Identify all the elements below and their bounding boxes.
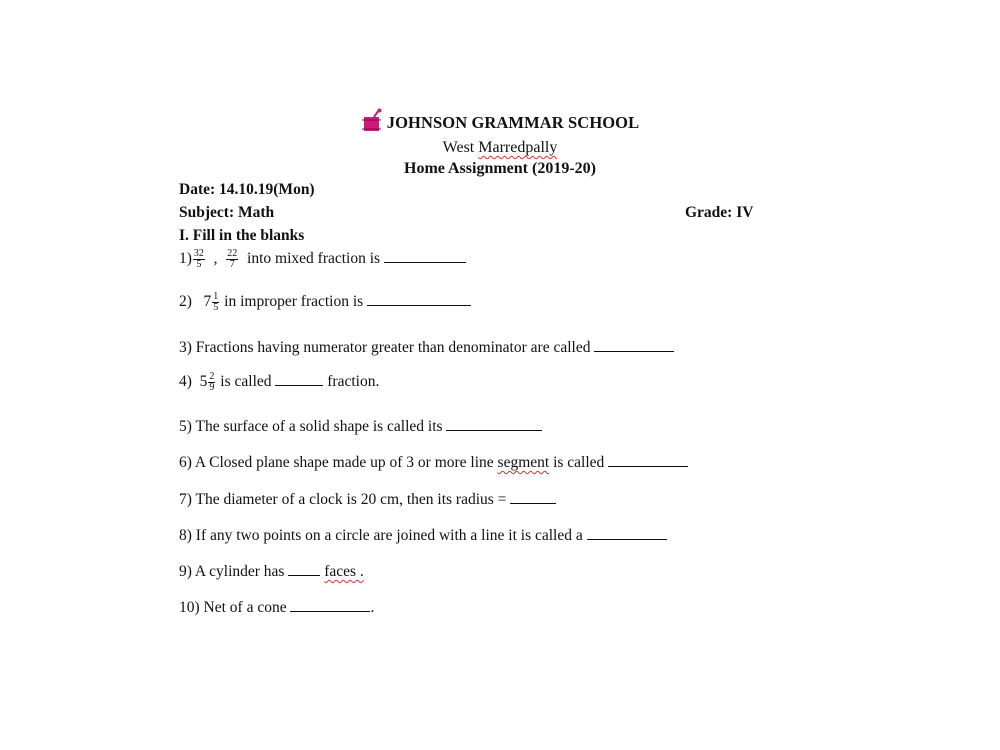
- location-squiggle-word: Marredpally: [478, 139, 558, 156]
- section-heading: I. Fill in the blanks: [179, 227, 305, 244]
- q1-fraction-2: [226, 249, 238, 270]
- q6-answer-blank[interactable]: [608, 453, 688, 467]
- school-location: [0, 139, 1000, 157]
- q5-text: 5) The surface of a solid shape is called its: [179, 418, 443, 435]
- assignment-title: Home Assignment (2019-20): [404, 160, 596, 177]
- q2-fraction: [212, 292, 219, 313]
- q10-answer-blank[interactable]: [290, 598, 370, 612]
- question-1: [179, 249, 466, 270]
- location-text: West Marredpally: [442, 139, 558, 156]
- q2-frac-denominator: 5: [213, 302, 219, 313]
- q1-text: into mixed fraction is: [247, 250, 381, 268]
- q4-text-after: fraction.: [327, 373, 380, 391]
- q4-fraction: [208, 372, 215, 393]
- q7-text: 7) The diameter of a clock is 20 cm, then its radius =: [179, 491, 507, 508]
- q2-answer-blank[interactable]: [367, 292, 471, 306]
- q1-fraction-1: [193, 249, 205, 270]
- q7-answer-blank[interactable]: [510, 490, 556, 504]
- q3-answer-blank[interactable]: [594, 338, 674, 352]
- question-2: [179, 292, 471, 313]
- grade-line: Grade: IV: [685, 204, 754, 221]
- school-logo-icon: [361, 108, 383, 134]
- q4-number: 4): [179, 373, 192, 391]
- q1-frac2-denominator: 7: [229, 259, 235, 270]
- q9-answer-blank[interactable]: [288, 562, 320, 576]
- subject-line: Subject: Math: [179, 204, 275, 221]
- q1-frac1-denominator: 5: [196, 259, 202, 270]
- q2-whole: 7: [203, 293, 212, 311]
- question-9: [179, 562, 364, 581]
- question-10: [179, 598, 374, 617]
- q4-frac-denominator: 9: [209, 382, 215, 393]
- q1-separator: ,: [213, 250, 218, 268]
- q4-frac-numerator: 2: [209, 371, 215, 382]
- q1-frac2-numerator: 22: [227, 248, 238, 259]
- question-3: [179, 338, 674, 357]
- q9-squiggle-word: faces .: [324, 563, 364, 580]
- date-line: Date: 14.10.19(Mon): [179, 181, 315, 198]
- q5-answer-blank[interactable]: [446, 417, 542, 431]
- q6-text-after: is called: [553, 454, 605, 471]
- q3-text: 3) Fractions having numerator greater than denominator are called: [179, 339, 591, 356]
- q9-text-before: 9) A cylinder has: [179, 563, 285, 580]
- q2-text: in improper fraction is: [224, 293, 364, 311]
- q8-text: 8) If any two points on a circle are joined with a line it is called a: [179, 527, 583, 544]
- q2-number: 2): [179, 293, 192, 311]
- q8-answer-blank[interactable]: [587, 526, 667, 540]
- q4-whole: 5: [199, 373, 208, 391]
- question-4: [179, 372, 379, 393]
- q6-squiggle-word: segment: [497, 454, 550, 471]
- q4-answer-blank[interactable]: [275, 372, 323, 386]
- q4-text-before: is called: [220, 373, 272, 391]
- q10-text: 10) Net of a cone: [179, 599, 287, 616]
- school-header: [0, 108, 1000, 138]
- q6-text-before: 6) A Closed plane shape made up of 3 or more line: [179, 454, 494, 471]
- q1-answer-blank[interactable]: [384, 249, 466, 263]
- question-6: [179, 453, 688, 472]
- question-7: [179, 490, 556, 509]
- school-name: JOHNSON GRAMMAR SCHOOL: [386, 113, 640, 132]
- q2-frac-numerator: 1: [213, 291, 219, 302]
- q1-number: 1): [179, 250, 192, 268]
- q1-frac1-numerator: 32: [193, 248, 204, 259]
- question-5: [179, 417, 542, 436]
- q10-text-after: .: [370, 599, 375, 616]
- question-8: [179, 526, 667, 545]
